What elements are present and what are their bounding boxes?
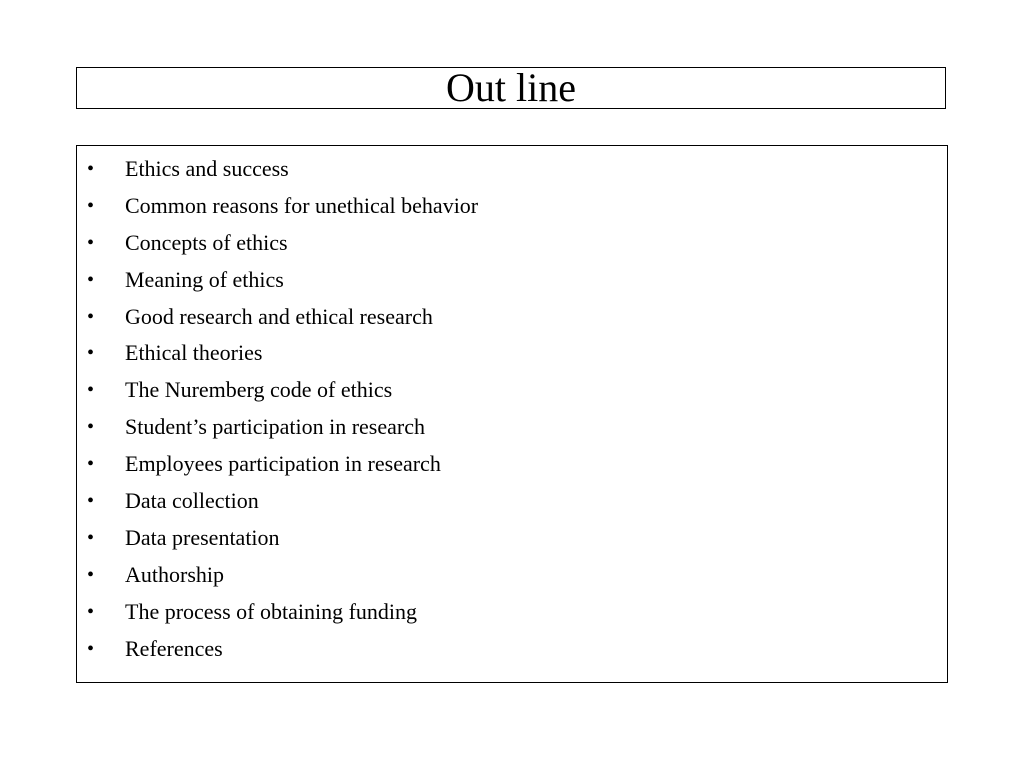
bullet-icon: • <box>87 563 95 586</box>
bullet-icon: • <box>87 158 95 180</box>
list-item <box>77 262 947 299</box>
list-item <box>77 557 947 594</box>
list-item <box>77 631 947 668</box>
list-item-label: Student’s participation in research <box>125 414 425 440</box>
bullet-icon: • <box>87 490 95 513</box>
list-item <box>77 299 947 336</box>
list-item <box>77 225 947 262</box>
list-item-label: References <box>125 635 223 661</box>
list-item-label: Ethical theories <box>125 340 263 366</box>
list-item <box>77 188 947 225</box>
list-item-label: Data presentation <box>125 524 280 550</box>
slide-title: Out line <box>446 65 576 110</box>
content-box <box>76 145 948 683</box>
bullet-list <box>77 151 947 667</box>
list-item-label: The Nuremberg code of ethics <box>125 377 393 403</box>
list-item <box>77 520 947 557</box>
bullet-icon: • <box>87 342 95 365</box>
list-item-label: Ethics and success <box>125 156 289 181</box>
bullet-icon: • <box>87 231 95 254</box>
bullet-icon: • <box>87 453 95 476</box>
bullet-icon: • <box>87 268 95 291</box>
list-item-label: Meaning of ethics <box>125 266 284 292</box>
list-item <box>77 594 947 631</box>
bullet-icon: • <box>87 305 95 328</box>
bullet-icon: • <box>87 526 95 549</box>
bullet-icon: • <box>87 416 95 439</box>
list-item <box>77 372 947 409</box>
list-item-label: Good research and ethical research <box>125 303 433 329</box>
bullet-icon: • <box>87 379 95 402</box>
list-item <box>77 151 947 188</box>
list-item-label: Concepts of ethics <box>125 229 288 255</box>
title-box <box>76 67 946 109</box>
list-item <box>77 409 947 446</box>
list-item <box>77 446 947 483</box>
list-item-label: Employees participation in research <box>125 451 441 477</box>
bullet-icon: • <box>87 194 95 217</box>
list-item <box>77 483 947 520</box>
list-item-label: Authorship <box>125 561 224 587</box>
list-item-label: Common reasons for unethical behavior <box>125 192 479 218</box>
list-item-label: The process of obtaining funding <box>125 598 418 624</box>
list-item-label: Data collection <box>125 488 259 514</box>
bullet-icon: • <box>87 637 95 660</box>
list-item <box>77 335 947 372</box>
bullet-icon: • <box>87 600 95 623</box>
